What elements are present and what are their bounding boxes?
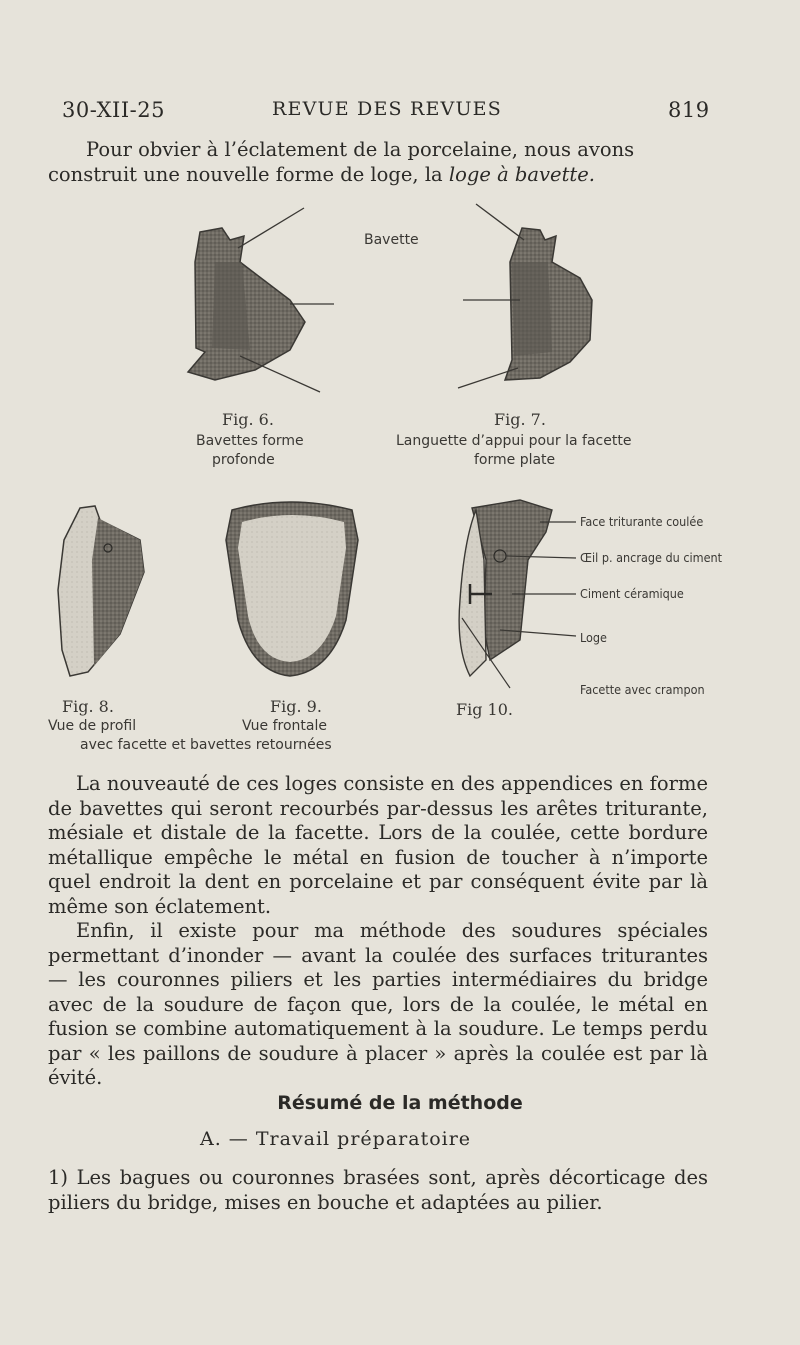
fig10-label-oeil: Œil p. ancrage du ciment bbox=[580, 550, 723, 565]
fig9-caption: Vue frontale bbox=[242, 718, 327, 734]
intro-line-1: Pour obvier à l’éclatement de la porcelaine, nous avons bbox=[86, 138, 635, 161]
item-1: 1) Les bagues ou couronnes brasées sont, après décorticage des piliers du bridge, mises en bouche et adaptées au pilier. bbox=[48, 1166, 708, 1214]
page-number: 819 bbox=[668, 98, 710, 122]
paragraph-1: La nouveauté de ces loges consiste en des appendices en forme de bavettes qui seront recourbés par-dessus les arêtes triturante, mésiale et distale de la facette. Lors de la coulée, cette bordure métallique empêche le métal en fusion de toucher à n’importe quel endroit la dent en porcelaine et par conséquent évite par là même son éclatement. bbox=[48, 772, 708, 918]
fig7-drawing bbox=[458, 204, 592, 388]
section-subheading: A. — Travail préparatoire bbox=[200, 1128, 472, 1150]
fig10-label-face: Face triturante coulée bbox=[580, 514, 704, 529]
fig9-number: Fig. 9. bbox=[270, 697, 322, 716]
intro-line-2: construit une nouvelle forme de loge, la bbox=[48, 162, 449, 186]
fig6-number: Fig. 6. bbox=[222, 410, 274, 429]
fig10-label-facette: Facette avec crampon bbox=[580, 682, 705, 697]
fig10-label-loge: Loge bbox=[580, 630, 607, 645]
fig7-caption-2: forme plate bbox=[474, 452, 556, 468]
paragraph-2: Enfin, il existe pour ma méthode des soudures spéciales permettant d’inonder — avant la coulée des surfaces triturantes — les couronnes piliers et les parties intermédiaires du bridge avec de la soudure de façon que, lors de la coulée, le métal en fusion se combine automatiquement à la soudure. Le temps perdu par « les paillons de soudure à placer » après la coulée est par là évité. bbox=[48, 919, 708, 1089]
fig10-number: Fig 10. bbox=[456, 700, 513, 719]
fig10-label-ciment: Ciment céramique bbox=[580, 586, 684, 601]
running-header-title: REVUE DES REVUES bbox=[272, 98, 502, 120]
body-text bbox=[48, 772, 708, 1091]
fig8-caption: Vue de profil bbox=[48, 718, 137, 734]
fig8-number: Fig. 8. bbox=[62, 697, 114, 716]
fig7-caption-1: Languette d’appui pour la facette bbox=[396, 433, 632, 449]
fig8-drawing bbox=[58, 506, 144, 676]
section-heading: Résumé de la méthode bbox=[277, 1092, 523, 1114]
fig7-number: Fig. 7. bbox=[494, 410, 546, 429]
intro-emphasis: loge à bavette. bbox=[448, 162, 595, 186]
running-header-date: 30-XII-25 bbox=[62, 98, 165, 122]
fig6-drawing bbox=[188, 208, 334, 392]
fig6-caption-1: Bavettes forme bbox=[196, 433, 304, 449]
fig89-shared-caption: avec facette et bavettes retournées bbox=[80, 737, 332, 753]
fig10-drawing bbox=[459, 500, 576, 688]
fig9-drawing bbox=[226, 502, 358, 676]
bavette-label: Bavette bbox=[364, 232, 419, 248]
fig6-caption-2: profonde bbox=[212, 452, 275, 468]
